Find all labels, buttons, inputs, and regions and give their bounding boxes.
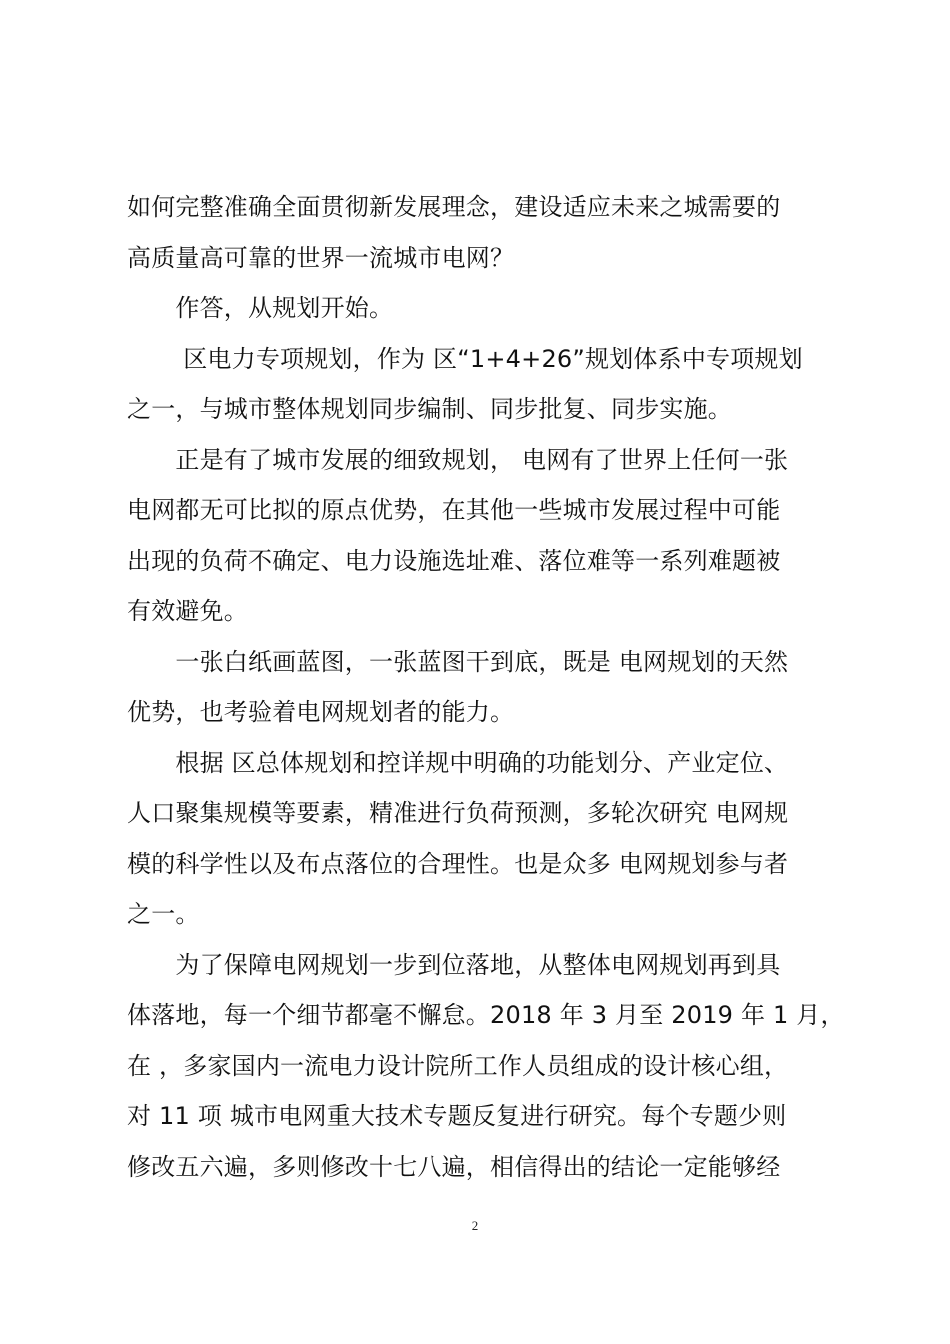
document-body bbox=[127, 182, 845, 1192]
text-line: 模的科学性以及布点落位的合理性。也是众多 电网规划参与者 bbox=[127, 849, 789, 878]
text-line: 如何完整准确全面贯彻新发展理念，建设适应未来之城需要的 bbox=[127, 193, 781, 221]
text-line: 根据 区总体规划和控详规中明确的功能划分、产业定位、 bbox=[127, 748, 789, 777]
text-line: 为了保障电网规划一步到位落地，从整体电网规划再到具 bbox=[127, 950, 781, 979]
text-line: 区电力专项规划，作为 区“1+4+26”规划体系中专项规划 bbox=[127, 344, 803, 373]
text-line: 之一，与城市整体规划同步编制、同步批复、同步实施。 bbox=[127, 395, 732, 423]
text-line: 体落地，每一个细节都毫不懈怠。2018 年 3 月至 2019 年 1 月， bbox=[127, 1001, 845, 1029]
text-line: 作答，从规划开始。 bbox=[127, 294, 394, 322]
text-line: 出现的负荷不确定、电力设施选址难、落位难等一系列难题被 bbox=[127, 546, 781, 575]
text-line: 人口聚集规模等要素，精准进行负荷预测，多轮次研究 电网规 bbox=[127, 799, 789, 827]
text-line: 在 ，多家国内一流电力设计院所工作人员组成的设计核心组， bbox=[127, 1051, 789, 1080]
text-line: 电网都无可比拟的原点优势，在其他一些城市发展过程中可能 bbox=[127, 496, 781, 524]
text-line: 高质量高可靠的世界一流城市电网？ bbox=[127, 243, 515, 272]
page-number: 2 bbox=[471, 1218, 479, 1233]
text-line: 修改五六遍，多则修改十七八遍，相信得出的结论一定能够经 bbox=[127, 1152, 781, 1181]
text-line: 一张白纸画蓝图，一张蓝图干到底，既是 电网规划的天然 bbox=[127, 647, 789, 676]
text-line: 对 11 项 城市电网重大技术专题反复进行研究。每个专题少则 bbox=[127, 1102, 787, 1130]
text-line: 有效避免。 bbox=[127, 597, 248, 625]
text-line: 正是有了城市发展的细致规划， 电网有了世界上任何一张 bbox=[127, 445, 789, 474]
text-line: 之一。 bbox=[127, 900, 200, 928]
text-line: 优势，也考验着电网规划者的能力。 bbox=[127, 698, 515, 726]
